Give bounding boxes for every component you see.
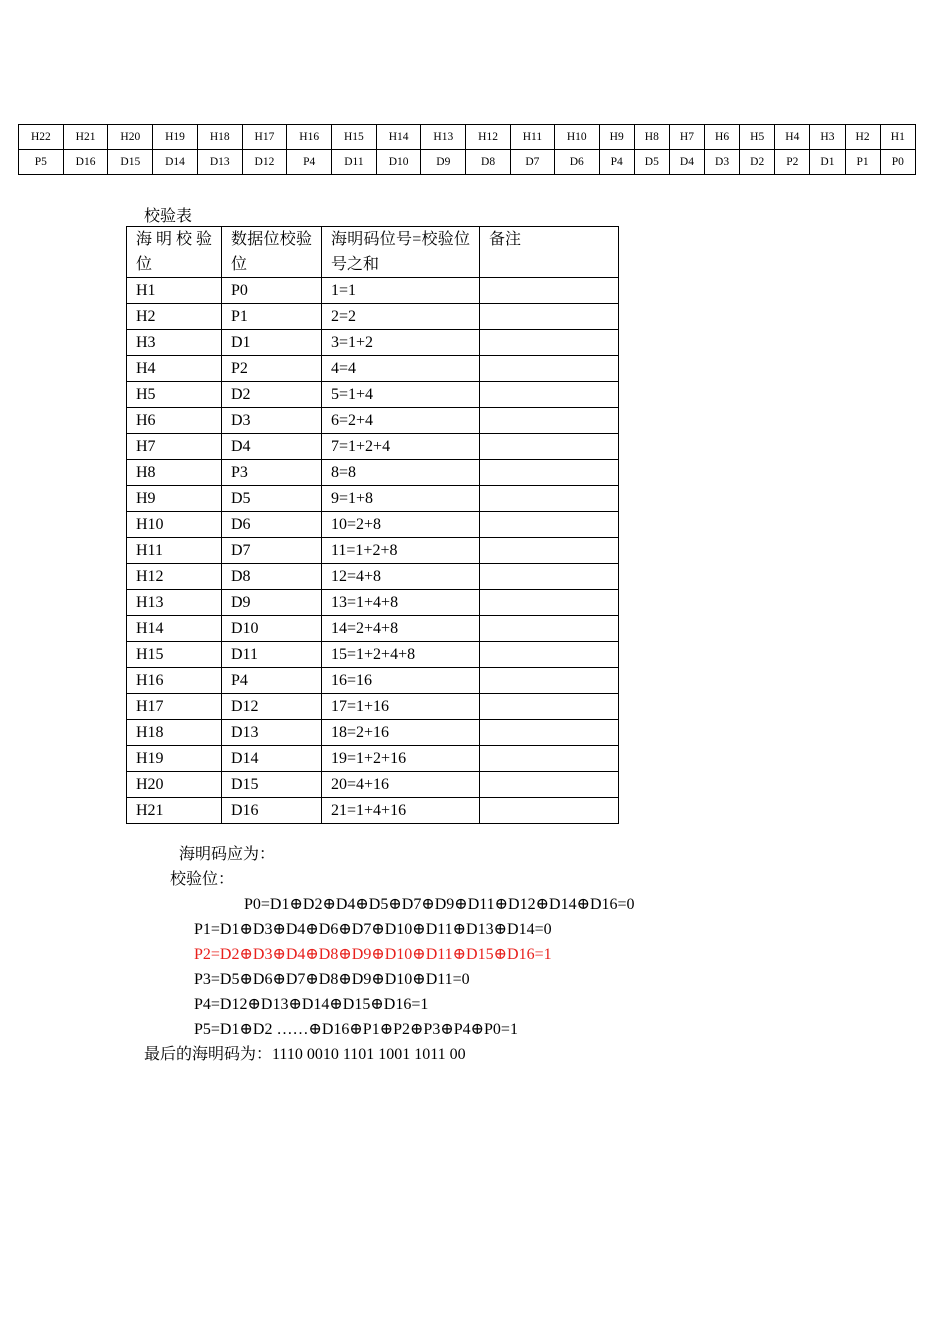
cell-hamming-bit: H7 xyxy=(127,434,222,460)
cell-position-sum: 4=4 xyxy=(322,356,480,382)
data-position-cell: P4 xyxy=(599,150,634,175)
cell-data-bit: P1 xyxy=(222,304,322,330)
final-hamming-code: 最后的海明码为：1110 0010 1101 1001 1011 00 xyxy=(144,1046,466,1063)
header-hamming-check-bit: 海明校验位 xyxy=(127,227,222,278)
cell-hamming-bit: H16 xyxy=(127,668,222,694)
h-position-cell: H22 xyxy=(19,125,64,150)
h-position-cell: H19 xyxy=(153,125,198,150)
cell-data-bit: D16 xyxy=(222,798,322,824)
header-position-sum: 海明码位号=校验位号之和 xyxy=(322,227,480,278)
cell-hamming-bit: H4 xyxy=(127,356,222,382)
cell-hamming-bit: H10 xyxy=(127,512,222,538)
cell-remark xyxy=(480,278,619,304)
cell-data-bit: P2 xyxy=(222,356,322,382)
h-position-cell: H6 xyxy=(705,125,740,150)
cell-position-sum: 10=2+8 xyxy=(322,512,480,538)
cell-data-bit: P0 xyxy=(222,278,322,304)
cell-data-bit: D2 xyxy=(222,382,322,408)
cell-position-sum: 18=2+16 xyxy=(322,720,480,746)
check-table-title: 校验表 xyxy=(144,208,193,225)
cell-data-bit: D11 xyxy=(222,642,322,668)
h-position-cell: H14 xyxy=(376,125,421,150)
data-position-cell: D4 xyxy=(669,150,704,175)
data-position-cell: D15 xyxy=(108,150,153,175)
cell-remark xyxy=(480,720,619,746)
data-position-cell: P2 xyxy=(775,150,810,175)
cell-data-bit: D3 xyxy=(222,408,322,434)
cell-data-bit: D4 xyxy=(222,434,322,460)
formula-p0: P0=D1⊕D2⊕D4⊕D5⊕D7⊕D9⊕D11⊕D12⊕D14⊕D16=0 xyxy=(244,896,635,913)
table-row xyxy=(127,668,619,694)
data-position-cell: D14 xyxy=(153,150,198,175)
data-position-cell: D1 xyxy=(810,150,845,175)
table-row xyxy=(127,642,619,668)
cell-position-sum: 6=2+4 xyxy=(322,408,480,434)
cell-position-sum: 5=1+4 xyxy=(322,382,480,408)
formula-p1: P1=D1⊕D3⊕D4⊕D6⊕D7⊕D10⊕D11⊕D13⊕D14=0 xyxy=(194,921,552,938)
header-remark: 备注 xyxy=(480,227,619,278)
data-position-cell: D13 xyxy=(197,150,242,175)
data-position-cell: P1 xyxy=(845,150,880,175)
cell-hamming-bit: H15 xyxy=(127,642,222,668)
h-position-cell: H4 xyxy=(775,125,810,150)
data-position-cell: D12 xyxy=(242,150,287,175)
cell-hamming-bit: H2 xyxy=(127,304,222,330)
h-position-cell: H21 xyxy=(63,125,108,150)
cell-data-bit: D10 xyxy=(222,616,322,642)
cell-remark xyxy=(480,382,619,408)
cell-position-sum: 15=1+2+4+8 xyxy=(322,642,480,668)
data-position-cell: D7 xyxy=(510,150,554,175)
cell-remark xyxy=(480,564,619,590)
table-row xyxy=(127,512,619,538)
table-row xyxy=(127,382,619,408)
cell-hamming-bit: H14 xyxy=(127,616,222,642)
cell-remark xyxy=(480,408,619,434)
data-position-cell: D10 xyxy=(376,150,421,175)
cell-remark xyxy=(480,356,619,382)
cell-position-sum: 19=1+2+16 xyxy=(322,746,480,772)
cell-data-bit: P3 xyxy=(222,460,322,486)
h-position-cell: H2 xyxy=(845,125,880,150)
check-table-header xyxy=(127,227,619,278)
h-position-cell: H3 xyxy=(810,125,845,150)
cell-position-sum: 8=8 xyxy=(322,460,480,486)
h-position-cell: H16 xyxy=(287,125,332,150)
table-row xyxy=(127,694,619,720)
h-position-cell: H15 xyxy=(332,125,377,150)
cell-remark xyxy=(480,486,619,512)
cell-remark xyxy=(480,538,619,564)
data-position-cell: P0 xyxy=(880,150,915,175)
cell-data-bit: D12 xyxy=(222,694,322,720)
table-row xyxy=(127,590,619,616)
cell-hamming-bit: H17 xyxy=(127,694,222,720)
cell-position-sum: 11=1+2+8 xyxy=(322,538,480,564)
cell-data-bit: D8 xyxy=(222,564,322,590)
data-position-cell: D11 xyxy=(332,150,377,175)
table-row xyxy=(127,330,619,356)
h-position-cell: H8 xyxy=(634,125,669,150)
h-position-cell: H17 xyxy=(242,125,287,150)
cell-hamming-bit: H6 xyxy=(127,408,222,434)
cell-hamming-bit: H5 xyxy=(127,382,222,408)
cell-data-bit: D15 xyxy=(222,772,322,798)
cell-data-bit: D7 xyxy=(222,538,322,564)
h-position-cell: H7 xyxy=(669,125,704,150)
cell-data-bit: D5 xyxy=(222,486,322,512)
cell-data-bit: D14 xyxy=(222,746,322,772)
table-row xyxy=(127,408,619,434)
check-bits-label: 校验位： xyxy=(170,871,235,888)
cell-data-bit: D1 xyxy=(222,330,322,356)
cell-hamming-bit: H3 xyxy=(127,330,222,356)
cell-hamming-bit: H11 xyxy=(127,538,222,564)
data-position-cell: D8 xyxy=(466,150,511,175)
cell-position-sum: 7=1+2+4 xyxy=(322,434,480,460)
data-position-row xyxy=(19,150,916,175)
cell-position-sum: 14=2+4+8 xyxy=(322,616,480,642)
table-row xyxy=(127,798,619,824)
h-position-cell: H18 xyxy=(197,125,242,150)
cell-position-sum: 21=1+4+16 xyxy=(322,798,480,824)
cell-data-bit: D9 xyxy=(222,590,322,616)
cell-position-sum: 16=16 xyxy=(322,668,480,694)
table-row xyxy=(127,616,619,642)
cell-remark xyxy=(480,694,619,720)
table-row xyxy=(127,720,619,746)
table-row xyxy=(127,356,619,382)
cell-remark xyxy=(480,746,619,772)
table-row xyxy=(127,278,619,304)
header-data-check-bit: 数据位校验位 xyxy=(222,227,322,278)
bit-position-table xyxy=(18,124,916,175)
formula-p2: P2=D2⊕D3⊕D4⊕D8⊕D9⊕D10⊕D11⊕D15⊕D16=1 xyxy=(194,946,552,963)
h-position-row xyxy=(19,125,916,150)
cell-remark xyxy=(480,798,619,824)
cell-hamming-bit: H19 xyxy=(127,746,222,772)
table-row xyxy=(127,538,619,564)
formula-p3: P3=D5⊕D6⊕D7⊕D8⊕D9⊕D10⊕D11=0 xyxy=(194,971,470,988)
table-row xyxy=(127,486,619,512)
cell-data-bit: P4 xyxy=(222,668,322,694)
h-position-cell: H9 xyxy=(599,125,634,150)
h-position-cell: H20 xyxy=(108,125,153,150)
data-position-cell: D6 xyxy=(554,150,599,175)
cell-position-sum: 9=1+8 xyxy=(322,486,480,512)
cell-position-sum: 2=2 xyxy=(322,304,480,330)
cell-remark xyxy=(480,460,619,486)
cell-position-sum: 13=1+4+8 xyxy=(322,590,480,616)
formula-p5: P5=D1⊕D2 ……⊕D16⊕P1⊕P2⊕P3⊕P4⊕P0=1 xyxy=(194,1021,518,1038)
cell-remark xyxy=(480,434,619,460)
h-position-cell: H11 xyxy=(510,125,554,150)
cell-hamming-bit: H20 xyxy=(127,772,222,798)
cell-hamming-bit: H21 xyxy=(127,798,222,824)
data-position-cell: D2 xyxy=(740,150,775,175)
cell-data-bit: D6 xyxy=(222,512,322,538)
table-row xyxy=(127,304,619,330)
h-position-cell: H13 xyxy=(421,125,466,150)
data-position-cell: P4 xyxy=(287,150,332,175)
formula-p4: P4=D12⊕D13⊕D14⊕D15⊕D16=1 xyxy=(194,996,429,1013)
h-position-cell: H12 xyxy=(466,125,511,150)
cell-remark xyxy=(480,668,619,694)
data-position-cell: P5 xyxy=(19,150,64,175)
cell-position-sum: 12=4+8 xyxy=(322,564,480,590)
table-row xyxy=(127,746,619,772)
cell-remark xyxy=(480,642,619,668)
h-position-cell: H5 xyxy=(740,125,775,150)
cell-remark xyxy=(480,512,619,538)
cell-position-sum: 3=1+2 xyxy=(322,330,480,356)
data-position-cell: D3 xyxy=(705,150,740,175)
cell-remark xyxy=(480,772,619,798)
h-position-cell: H1 xyxy=(880,125,915,150)
cell-remark xyxy=(480,616,619,642)
check-table xyxy=(126,226,619,824)
cell-data-bit: D13 xyxy=(222,720,322,746)
table-row xyxy=(127,772,619,798)
table-row xyxy=(127,460,619,486)
cell-hamming-bit: H18 xyxy=(127,720,222,746)
data-position-cell: D9 xyxy=(421,150,466,175)
table-row xyxy=(127,434,619,460)
cell-hamming-bit: H8 xyxy=(127,460,222,486)
cell-hamming-bit: H1 xyxy=(127,278,222,304)
data-position-cell: D5 xyxy=(634,150,669,175)
cell-hamming-bit: H12 xyxy=(127,564,222,590)
cell-position-sum: 17=1+16 xyxy=(322,694,480,720)
cell-hamming-bit: H13 xyxy=(127,590,222,616)
table-row xyxy=(127,564,619,590)
hamming-intro: 海明码应为： xyxy=(179,846,276,863)
cell-position-sum: 1=1 xyxy=(322,278,480,304)
cell-hamming-bit: H9 xyxy=(127,486,222,512)
cell-remark xyxy=(480,304,619,330)
cell-position-sum: 20=4+16 xyxy=(322,772,480,798)
cell-remark xyxy=(480,590,619,616)
data-position-cell: D16 xyxy=(63,150,108,175)
h-position-cell: H10 xyxy=(554,125,599,150)
cell-remark xyxy=(480,330,619,356)
